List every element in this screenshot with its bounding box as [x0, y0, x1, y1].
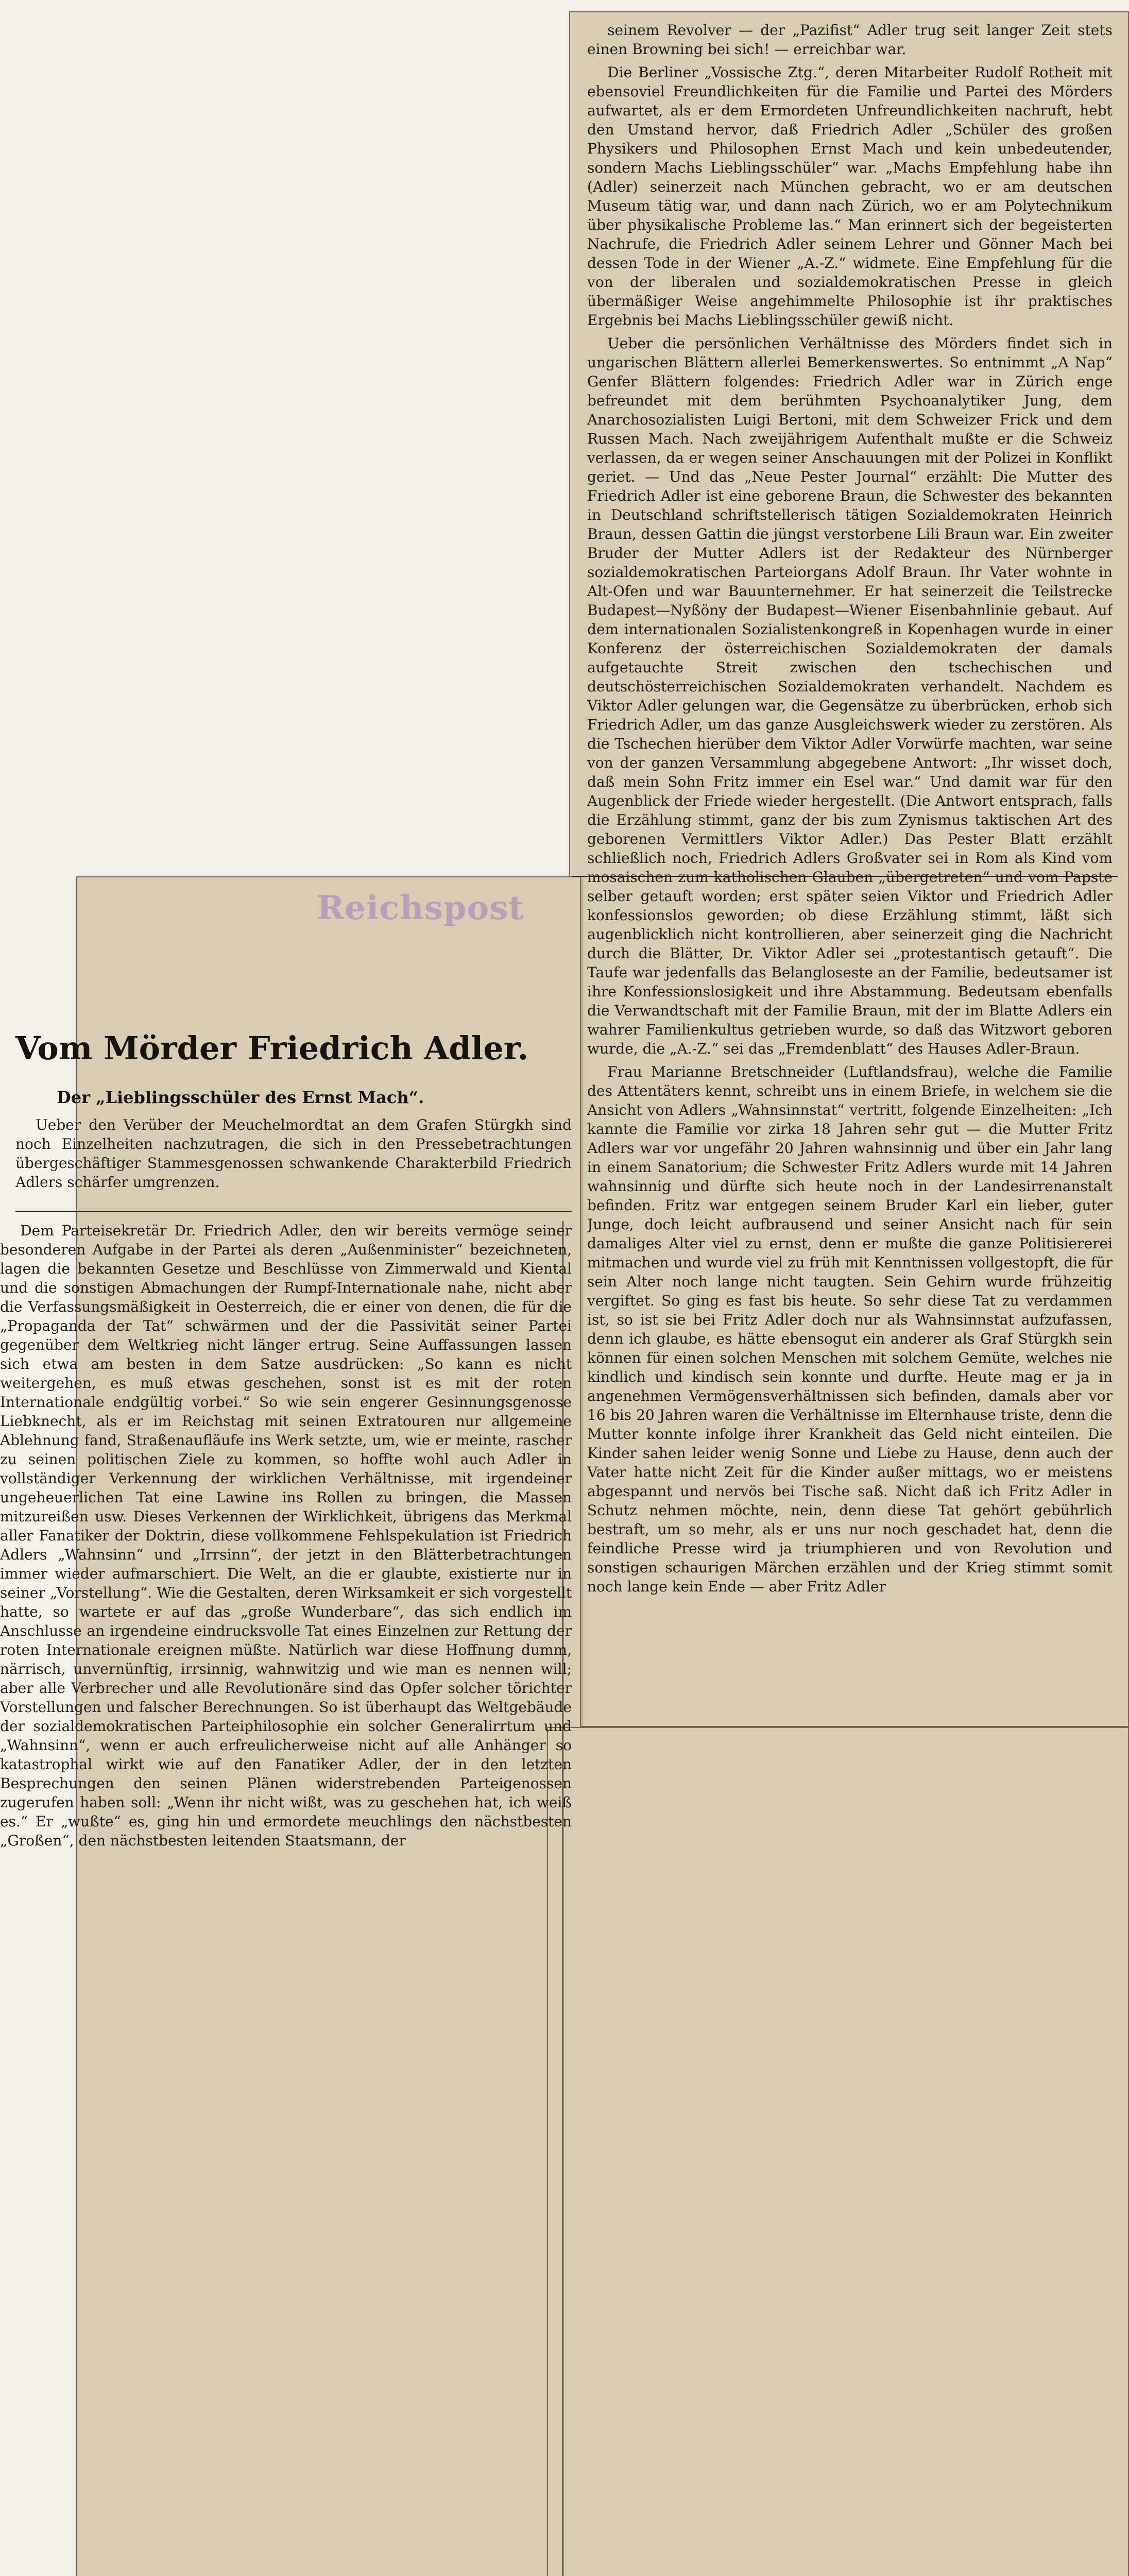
article-column-left	[0, 1221, 572, 2576]
article-subheadline: Der „Lieblingsschüler des Ernst Mach“.	[57, 1088, 424, 1107]
paragraph: Frau Marianne Bretschneider (Luftlandsfrau), welche die Familie des Attentäters kennt, schreibt uns in einem Briefe, in welchem sie die Ansicht von Adlers „Wahnsinnstat“ vertritt, folgende Einzelheiten: „Ich kannte die Familie vor zirka 18 Jahren sehr gut — die Mutter Fritz Adlers war vor ungefähr 20 Jahren wahnsinnig und über ein Jahr lang in einem Sanatorium; die Schwester Fritz Adlers wurde mit 14 Jahren wahnsinnig und dürfte sich heute noch in der Landesirrenanstalt befinden. Fritz war entgegen seinem Bruder Karl ein lieber, guter Junge, doch leicht aufbrausend und seiner Ansicht nach für sein damaliges Alter viel zu ernst, denn er mußte die ganze Politisiererei mitmachen und wurde viel zu früh mit Kenntnissen vollgestopft, die für sein Alter noch lange nicht taugten. Sein Gehirn wurde frühzeitig vergiftet. So ging es fast bis heute. So sehr diese Tat zu verdammen ist, so ist sie bei Fritz Adler doch nur als Wahnsinnstat aufzufassen, denn ich glaube, es hätte ebensogut ein anderer als Graf Stürgkh sein können für einen solchen Menschen mit solchem Gemüte, welches nie kindlich und kindisch sein konnte und durfte. Heute mag er ja in angenehmen Vermögensverhältnissen sich befinden, damals aber vor 16 bis 20 Jahren waren die Verhältnisse im Elternhause triste, denn die Mutter konnte infolge ihrer Krankheit das Geld nicht einteilen. Die Kinder sahen leider wenig Sonne und Liebe zu Hause, denn auch der Vater hatte nicht Zeit für die Kinder außer mittags, wo er meistens abgespannt und nervös bei Tische saß. Nicht daß ich Fritz Adler in Schutz nehmen möchte, nein, denn diese Tat gehört gebührlich bestraft, um so mehr, als er uns nur noch geschadet hat, denn die feindliche Presse wird ja triumphieren und von Revolution und sonstigen schaurigen Märchen erzählen und der Krieg stimmt somit noch lange kein Ende — aber Fritz Adler	[587, 1063, 1113, 1595]
article-column-top-right	[587, 21, 1113, 1716]
paragraph: Ueber die persönlichen Verhältnisse des Mörders findet sich in ungarischen Blättern allerlei Bemerkenswertes. So entnimmt „A Nap“ Genfer Blättern folgendes: Friedrich Adler war in Zürich enge befreundet mit dem berühmten Psychoanalytiker Jung, dem Anarchosozialisten Luigi Bertoni, mit dem Schweizer Frick und dem Russen Mach. Nach zweijährigem Aufenthalt mußte er die Schweiz verlassen, da er wegen seiner Anschauungen mit der Polizei in Konflikt geriet. — Und das „Neue Pester Journal“ erzählt: Die Mutter des Friedrich Adler ist eine geborene Braun, die Schwester des bekannten in Deutschland schriftstellerisch tätigen Sozialdemokraten Heinrich Braun, dessen Gattin die jüngst verstorbene Lili Braun war. Ein zweiter Bruder der Mutter Adlers ist der Redakteur des Nürnberger sozialdemokratischen Parteiorgans Adolf Braun. Ihr Vater wohnte in Alt-Ofen und war Bauunternehmer. Er hat seinerzeit die Teilstrecke Budapest—Nyßöny der Budapest—Wiener Eisenbahnlinie gebaut. Auf dem internationalen Sozialistenkongreß in Kopenhagen wurde in einer Konferenz der österreichischen Sozialdemokraten der damals aufgetauchte Streit zwischen den tschechischen und deutschösterreichischen Sozialdemokraten verhandelt. Nachdem es Viktor Adler gelungen war, die Gegensätze zu überbrücken, erhob sich Friedrich Adler, um das ganze Ausgleichswerk wieder zu zerstören. Als die Tschechen hierüber dem Viktor Adler Vorwürfe machten, war seine von der ganzen Versammlung abgegebene Antwort: „Ihr wisset doch, daß mein Sohn Fritz immer ein Esel war.“ Und damit war für den Augenblick der Friede wieder hergestellt. (Die Antwort entsprach, falls die Erzählung stimmt, ganz der bis zum Zynismus taktischen Art des geborenen Vermittlers Viktor Adler.) Das Pester Blatt erzählt schließlich noch, Friedrich Adlers Großvater sei in Rom als Kind vom mosaischen zum katholischen Glauben „übergetreten“ und vom Papste selber getauft worden; erst später seien Viktor und Friedrich Adler konfessionslos geworden; ob diese Erzählung stimmt, läßt sich augenblicklich nicht kontrollieren, aber seinerzeit ging die Nachricht durch die Blätter, Dr. Viktor Adler sei „protestantisch getauft“. Die Taufe war jedenfalls das Belangloseste an der Familie, bedeutsamer ist ihre Konfessionslosigkeit und ihre Abstammung. Bedeutsam ebenfalls die Verwandtschaft mit der Familie Braun, mit der im Blatte Adlers ein wahrer Familienkultus getrieben wurde, so daß das Witzwort geboren wurde, die „A.-Z.“ sei das „Fremdenblatt“ des Hauses Adler-Braun.	[587, 335, 1113, 1057]
paragraph: seinem Revolver — der „Pazifist“ Adler trug seit langer Zeit stets einen Browning bei sich! — erreichbar war.	[587, 22, 1113, 58]
paragraph: Die Berliner „Vossische Ztg.“, deren Mitarbeiter Rudolf Rotheit mit ebensoviel Freundlichkeiten für die Familie und Partei des Mörders aufwartet, als er dem Ermordeten Unfreundlichkeiten nachruft, hebt den Umstand hervor, daß Friedrich Adler „Schüler des großen Physikers und Philosophen Ernst Mach und kein unbedeutender, sondern Machs Lieblingsschüler“ war. „Machs Empfehlung habe ihn (Adler) seinerzeit nach München gebracht, wo er am deutschen Museum tätig war, und dann nach Zürich, wo er am Polytechnikum über physikalische Probleme las.“ Man erinnert sich der begeisterten Nachrufe, die Friedrich Adler seinem Lehrer und Gönner Mach bei dessen Tode in der Wiener „A.-Z.“ widmete. Eine Empfehlung für die von der liberalen und sozialdemokratischen Presse in gleich übermäßiger Weise angehimmelte Philosophie ist ihr praktisches Ergebnis bei Machs Lieblingsschüler gewiß nicht.	[587, 64, 1113, 329]
newspaper-masthead: Reichspost	[317, 889, 524, 927]
column-rule	[15, 1211, 572, 1212]
article-intro: Ueber den Verüber der Meuchelmordtat an dem Grafen Stürgkh sind noch Einzelheiten nachzutragen, die sich in den Pressebetrachtungen übergeschäftiger Stammesgenossen schwankende Charakterbild Friedrich Adlers schärfer umgrenzen.	[15, 1116, 572, 1191]
article-headline: Vom Mörder Friedrich Adler.	[15, 1029, 529, 1067]
article-column-bottom-right	[561, 1741, 1118, 2576]
paragraph: Dem Parteisekretär Dr. Friedrich Adler, den wir bereits vermöge seiner besonderen Aufgabe in der Partei als deren „Außenminister“ bezeichneten, lagen die bekannten Gesetze und Beschlüsse von Zimmerwald und Kiental und die sonstigen Abmachungen der Rumpf-Internationale nahe, nicht aber die Verfassungsmäßigkeit in Oesterreich, die er einer von denen, die für die „Propaganda der Tat“ schwärmen und der die Passivität seiner Partei gegenüber dem Weltkrieg nicht länger ertrug. Seine Auffassungen lassen sich etwa am besten in dem Satze ausdrücken: „So kann es nicht weitergehen, es muß etwas geschehen, sonst ist es mit der roten Internationale endgültig vorbei.“ So wie sein engerer Gesinnungsgenosse Liebknecht, als er im Reichstag mit seinen Extratouren nur allgemeine Ablehnung fand, Straßenaufläufe ins Werk setzte, um, wie er meinte, rascher zu seinen politischen Ziele zu kommen, so hoffte wohl auch Adler in vollständiger Verkennung der wirklichen Verhältnisse, mit irgendeiner ungeheuerlichen Tat eine Lawine ins Rollen zu bringen, die Massen mitzureißen usw. Dieses Verkennen der Wirklichkeit, übrigens das Merkmal aller Fanatiker der Doktrin, diese vollkommene Fehlspekulation ist Friedrich Adlers „Wahnsinn“ und „Irrsinn“, der jetzt in den Blätterbetrachtungen immer wieder aufmarschiert. Die Welt, an die er glaubte, existierte nur in seiner „Vorstellung“. Wie die Gestalten, deren Wirksamkeit er sich vorgestellt hatte, so wartete er auf das „große Wunderbare“, das sich endlich im Anschlusse an irgendeine eindrucksvolle Tat eines Einzelnen zur Rettung der roten Internationale ereignen müßte. Natürlich war diese Hoffnung dumm, närrisch, unvernünftig, irrsinnig, wahnwitzig und wie man es nennen will; aber alle Verbrecher und alle Revolutionäre sind das Opfer solcher törichter Vorstellungen und falscher Berechnungen. So ist überhaupt das Weltgebäude der sozialdemokratischen Parteiphilosophie ein solcher Generalirrtum und „Wahnsinn“, wenn er auch erfreulicherweise nicht auf alle Anhänger so katastrophal wirkt wie auf den Fanatiker Adler, der in den letzten Besprechungen den seinen Plänen widerstrebenden Parteigenossen zugerufen haben soll: „Wenn ihr nicht wißt, was zu geschehen hat, ich weiß es.“ Er „wußte“ es, ging hin und ermordete meuchlings den nächstbesten „Großen“, den nächstbesten leitenden Staatsmann, der	[0, 1222, 572, 1849]
